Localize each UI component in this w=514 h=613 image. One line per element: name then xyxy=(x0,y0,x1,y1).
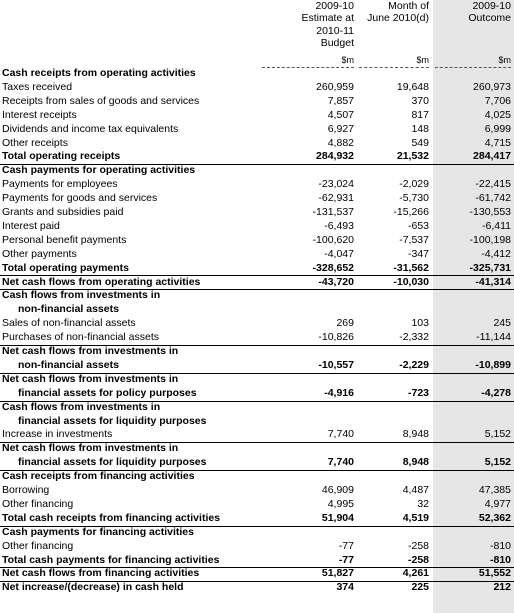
row-value-col-1: 51,904 xyxy=(321,511,354,524)
row-value-col-3: -810 xyxy=(489,539,511,552)
row-value-col-3: -100,198 xyxy=(469,233,511,246)
row-value-col-2: -7,537 xyxy=(399,233,429,246)
row-value-col-3: 5,152 xyxy=(484,456,511,469)
row-value-col-3: 51,552 xyxy=(478,567,511,580)
table-row xyxy=(0,81,514,95)
column-header-2 xyxy=(359,0,429,25)
table-row xyxy=(0,456,514,470)
row-value-col-3: -810 xyxy=(489,553,511,566)
row-label: Purchases of non-financial assets xyxy=(2,331,160,344)
row-value-col-2: 103 xyxy=(411,317,429,330)
row-label: Other financing xyxy=(2,497,74,510)
row-value-col-3: -10,899 xyxy=(475,358,511,371)
row-label: financial assets for liquidity purposes xyxy=(18,414,207,427)
row-value-col-1: -62,931 xyxy=(318,192,354,205)
row-value-col-1: -43,720 xyxy=(318,275,354,288)
table-row xyxy=(0,289,514,303)
row-value-col-2: -347 xyxy=(407,247,429,260)
row-value-col-2: 19,648 xyxy=(396,80,429,93)
table-row xyxy=(0,401,514,415)
row-value-col-2: -31,562 xyxy=(393,261,429,274)
row-value-col-1: 374 xyxy=(336,581,354,594)
table-row xyxy=(0,234,514,248)
row-value-col-2: -653 xyxy=(407,219,429,232)
table-row xyxy=(0,526,514,540)
row-value-col-1: 7,740 xyxy=(327,456,354,469)
row-label: Personal benefit payments xyxy=(2,233,127,246)
table-row xyxy=(0,345,514,359)
table-row xyxy=(0,67,514,81)
table-row xyxy=(0,359,514,373)
table-row xyxy=(0,303,514,317)
row-value-col-2: -15,266 xyxy=(393,206,429,218)
row-label: Cash payments for operating activities xyxy=(2,164,196,177)
row-value-col-3: -41,314 xyxy=(475,275,511,288)
row-label: Cash receipts from financing activities xyxy=(2,470,195,483)
row-value-col-2: 370 xyxy=(411,94,429,107)
row-value-col-3: 5,152 xyxy=(484,428,511,441)
row-value-col-3: -22,415 xyxy=(475,178,511,191)
table-row xyxy=(0,206,514,220)
row-label: financial assets for policy purposes xyxy=(18,386,197,399)
row-value-col-1: -4,047 xyxy=(324,247,354,260)
row-value-col-2: 817 xyxy=(411,108,429,121)
column-header-3 xyxy=(435,0,511,25)
row-value-col-3: -11,144 xyxy=(476,331,511,344)
row-label: Net cash flows from financing activities xyxy=(2,567,200,580)
table-row xyxy=(0,192,514,206)
row-value-col-2: 8,948 xyxy=(402,428,429,441)
row-value-col-1: -10,557 xyxy=(318,358,354,371)
row-value-col-3: 284,417 xyxy=(473,150,511,163)
row-label: Cash payments for financing activities xyxy=(2,525,194,538)
table-row xyxy=(0,567,514,581)
row-value-col-2: 32 xyxy=(417,497,429,510)
row-value-col-1: -4,916 xyxy=(324,386,354,399)
row-value-col-1: 4,995 xyxy=(327,497,354,510)
row-value-col-2: -723 xyxy=(407,386,429,399)
table-row xyxy=(0,248,514,262)
row-label: Taxes received xyxy=(2,80,73,93)
table-row xyxy=(0,276,514,290)
table-row xyxy=(0,220,514,234)
table-row xyxy=(0,109,514,123)
row-label: financial assets for liquidity purposes xyxy=(18,456,207,469)
row-value-col-1: 7,857 xyxy=(327,94,354,107)
table-row xyxy=(0,137,514,151)
row-value-col-1: -23,024 xyxy=(318,178,354,191)
column-header-1 xyxy=(262,0,354,49)
row-value-col-2: 4,261 xyxy=(402,567,429,580)
table-row xyxy=(0,470,514,484)
row-label: Total cash payments for financing activities xyxy=(2,553,220,566)
table-row xyxy=(0,512,514,526)
row-value-col-1: 4,507 xyxy=(327,108,354,121)
row-value-col-2: 4,487 xyxy=(402,484,429,496)
row-value-col-3: 4,715 xyxy=(484,136,511,149)
row-value-col-3: 212 xyxy=(493,581,511,594)
row-value-col-3: 7,706 xyxy=(484,94,511,107)
row-value-col-1: -77 xyxy=(338,539,354,552)
table-row xyxy=(0,442,514,456)
column-header-line: Budget xyxy=(320,36,354,49)
row-label: Cash flows from investments in xyxy=(2,400,161,413)
column-unit-3: $m xyxy=(498,55,511,65)
table-row xyxy=(0,581,514,595)
row-label: Sales of non-financial assets xyxy=(2,317,136,330)
row-label: Net cash flows from operating activities xyxy=(2,275,201,288)
row-value-col-3: 245 xyxy=(493,317,511,330)
row-label: Cash flows from investments in xyxy=(2,289,161,302)
row-label: Payments for goods and services xyxy=(2,192,158,205)
table-row xyxy=(0,415,514,429)
table-row xyxy=(0,178,514,192)
row-value-col-3: -325,731 xyxy=(469,261,511,274)
row-label: Interest receipts xyxy=(2,108,77,121)
row-label: Other receipts xyxy=(2,136,68,149)
table-row xyxy=(0,498,514,512)
table-row xyxy=(0,164,514,178)
column-header-line: Month of xyxy=(388,0,429,12)
column-unit-1: $m xyxy=(341,55,354,65)
column-header-line: Estimate at xyxy=(301,12,354,25)
table-row xyxy=(0,484,514,498)
row-value-col-1: -10,826 xyxy=(318,331,354,344)
row-value-col-3: 260,973 xyxy=(473,80,511,93)
row-value-col-1: 269 xyxy=(336,317,354,330)
row-label: Increase in investments xyxy=(2,428,113,441)
row-value-col-2: -2,029 xyxy=(399,178,429,191)
row-value-col-1: -100,620 xyxy=(312,233,354,246)
row-label: Net cash flows from investments in xyxy=(2,442,179,455)
row-label: non-financial assets xyxy=(18,358,119,371)
table-row xyxy=(0,387,514,401)
column-header-line: 2010-11 xyxy=(316,24,354,37)
table-row xyxy=(0,150,514,164)
row-value-col-1: -77 xyxy=(338,553,354,566)
row-value-col-2: -258 xyxy=(407,539,429,552)
column-unit-2: $m xyxy=(416,55,429,65)
row-label: Dividends and income tax equivalents xyxy=(2,122,179,135)
row-value-col-3: -4,412 xyxy=(481,247,511,260)
row-label: non-financial assets xyxy=(18,303,119,316)
column-header-line: June 2010(d) xyxy=(367,12,429,25)
row-value-col-1: 4,882 xyxy=(327,136,354,149)
row-label: Other payments xyxy=(2,247,77,260)
row-label: Net increase/(decrease) in cash held xyxy=(2,581,184,594)
row-label: Borrowing xyxy=(2,484,50,496)
row-value-col-3: -130,553 xyxy=(469,206,511,218)
row-label: Total operating payments xyxy=(2,261,129,274)
row-value-col-2: 4,519 xyxy=(402,511,429,524)
row-value-col-3: 4,977 xyxy=(484,497,511,510)
column-header-line: Outcome xyxy=(468,12,511,25)
row-value-col-1: 284,932 xyxy=(316,150,354,163)
table-row xyxy=(0,428,514,442)
row-value-col-3: -4,278 xyxy=(481,386,511,399)
row-value-col-3: -61,742 xyxy=(475,192,511,205)
column-header-line: 2009-10 xyxy=(315,0,354,12)
row-label: Total cash receipts from financing activities xyxy=(2,511,221,524)
table-row xyxy=(0,331,514,345)
row-value-col-2: -10,030 xyxy=(393,275,429,288)
row-label: Payments for employees xyxy=(2,178,118,191)
table-row xyxy=(0,554,514,568)
row-value-col-1: -328,652 xyxy=(312,261,354,274)
row-value-col-1: 51,827 xyxy=(321,567,354,580)
column-header-line: 2009-10 xyxy=(472,0,511,12)
row-value-col-1: 260,959 xyxy=(316,80,354,93)
table-row xyxy=(0,373,514,387)
row-value-col-2: -2,229 xyxy=(399,358,429,371)
row-value-col-2: -258 xyxy=(407,553,429,566)
row-label: Total operating receipts xyxy=(2,150,121,163)
row-label: Cash receipts from operating activities xyxy=(2,67,196,79)
table-row xyxy=(0,262,514,276)
row-label: Interest paid xyxy=(2,219,60,232)
row-value-col-1: 7,740 xyxy=(327,428,354,441)
row-value-col-3: 4,025 xyxy=(484,108,511,121)
row-value-col-2: 148 xyxy=(411,122,429,135)
row-value-col-2: -5,730 xyxy=(399,192,429,205)
row-value-col-2: -2,332 xyxy=(399,331,429,344)
row-label: Other financing xyxy=(2,539,74,552)
row-value-col-3: -6,411 xyxy=(482,219,511,232)
row-value-col-2: 549 xyxy=(411,136,429,149)
row-label: Grants and subsidies paid xyxy=(2,206,124,218)
row-label: Receipts from sales of goods and services xyxy=(2,94,200,107)
row-label: Net cash flows from investments in xyxy=(2,345,179,357)
table-row xyxy=(0,540,514,554)
row-value-col-1: -131,537 xyxy=(312,206,354,218)
table-row xyxy=(0,95,514,109)
table-row xyxy=(0,317,514,331)
row-value-col-2: 21,532 xyxy=(396,150,429,163)
row-value-col-3: 52,362 xyxy=(478,511,511,524)
row-value-col-1: -6,493 xyxy=(324,219,354,232)
row-value-col-1: 46,909 xyxy=(321,484,354,496)
row-value-col-3: 6,999 xyxy=(484,122,511,135)
row-value-col-3: 47,385 xyxy=(478,484,511,496)
row-value-col-2: 8,948 xyxy=(402,456,429,469)
row-value-col-1: 6,927 xyxy=(327,122,354,135)
row-value-col-2: 225 xyxy=(411,581,429,594)
row-label: Net cash flows from investments in xyxy=(2,372,179,385)
table-row xyxy=(0,123,514,137)
